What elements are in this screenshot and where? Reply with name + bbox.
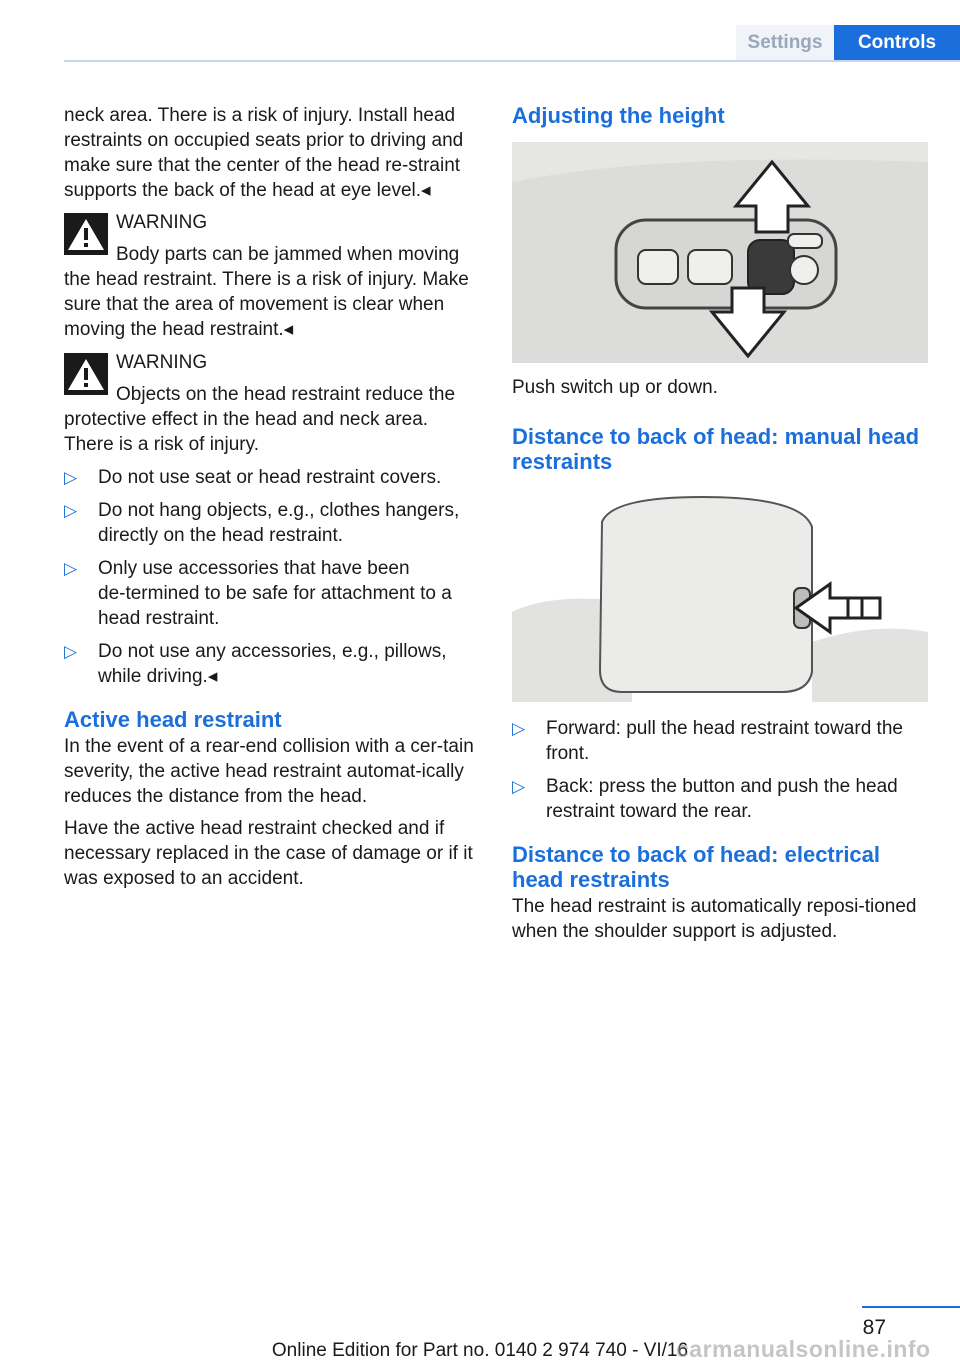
warning-block-1	[64, 210, 482, 342]
head-restraint-illustration	[512, 492, 928, 702]
list-item: ▷ Do not hang objects, e.g., clothes hangers, directly on the head restraint.	[64, 500, 460, 546]
header-tabs	[736, 25, 960, 61]
warning-bullet-list	[64, 465, 482, 689]
bullet-triangle-icon: ▷	[512, 777, 526, 796]
footer-rule	[862, 1306, 960, 1308]
seat-switch-illustration	[512, 142, 928, 363]
bullet-triangle-icon: ▷	[512, 719, 526, 738]
edition-line: Online Edition for Part no. 0140 2 974 740 - VI/16	[271, 1340, 689, 1361]
electric-paragraph: The head restraint is automatically reposi‑tioned when the shoulder support is adjusted.	[512, 896, 917, 942]
seat-switch-drawing	[512, 142, 928, 363]
height-caption: Push switch up or down.	[512, 377, 718, 398]
active-head-restraint-heading: Active head restraint	[64, 707, 282, 732]
bullet-triangle-icon: ▷	[64, 468, 78, 487]
warning-triangle-icon	[64, 213, 108, 255]
warning-title: WARNING	[116, 352, 208, 373]
active-paragraph-2: Have the active head restraint checked and if necessary replaced in the case of damage or if it was exposed to an accident.	[64, 818, 473, 889]
tab-settings[interactable]: Settings	[736, 25, 834, 61]
intro-paragraph: neck area. There is a risk of injury. Install head restraints on occupied seats prior to driving and make sure that the center of the head re‑straint supports the back of the head at eye level.◂	[64, 105, 464, 201]
list-item: ▷ Do not use seat or head restraint covers.	[64, 467, 442, 488]
bullet-triangle-icon: ▷	[64, 501, 78, 520]
manual-distance-heading: Distance to back of head: manual head restraints	[512, 424, 920, 474]
list-item: ▷ Only use accessories that have been de‑termined to be safe for attachment to a head restraint.	[64, 558, 452, 629]
bullet-triangle-icon: ▷	[64, 642, 78, 661]
warning-block-2	[64, 350, 482, 457]
adjusting-height-heading: Adjusting the height	[512, 103, 725, 128]
list-item: ▷ Do not use any accessories, e.g., pillows, while driving.◂	[64, 641, 447, 687]
list-item: ▷ Forward: pull the head restraint toward the front.	[512, 718, 903, 764]
warning-title: WARNING	[116, 212, 208, 233]
left-column	[64, 103, 482, 898]
tab-controls[interactable]: Controls	[834, 25, 960, 61]
manual-bullet-list	[512, 716, 932, 824]
electric-distance-heading: Distance to back of head: electrical head restraints	[512, 842, 881, 892]
right-column	[512, 103, 932, 951]
active-paragraph-1: In the event of a rear-end collision with a cer‑tain severity, the active head restraint automat‑ically reduces the distance from the head.	[64, 736, 474, 807]
warning-text: Body parts can be jammed when moving the head restraint. There is a risk of injury. Make sure that the area of movement is clear when moving the head restraint.◂	[64, 244, 469, 340]
head-restraint-drawing	[512, 492, 928, 702]
list-item: ▷ Back: press the button and push the head restraint toward the rear.	[512, 776, 898, 822]
warning-triangle-icon	[64, 353, 108, 395]
warning-text: Objects on the head restraint reduce the protective effect in the head and neck area. There is a risk of injury.	[64, 384, 456, 455]
header-rule	[64, 60, 960, 62]
watermark: carmanualsonline.info	[676, 1336, 931, 1362]
page-number: 87	[862, 1316, 886, 1339]
bullet-triangle-icon: ▷	[64, 559, 78, 578]
